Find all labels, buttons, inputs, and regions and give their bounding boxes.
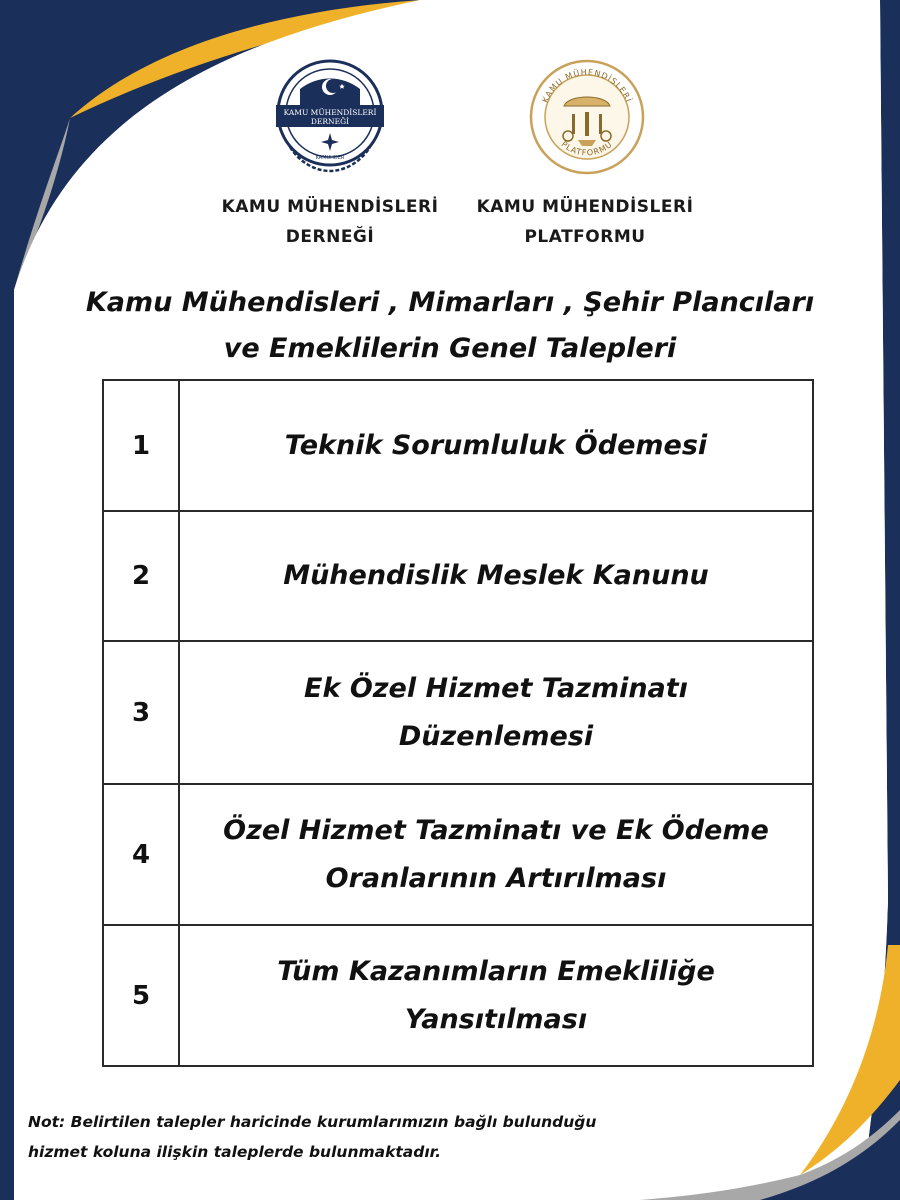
row-number: 4 [103, 784, 179, 925]
platform-logo-icon [528, 58, 646, 176]
row-text-line: Yansıtılması [404, 1003, 588, 1035]
dernek-badge-line1: KAMU MÜHENDİSLERİ [283, 108, 377, 117]
page-title-line1: Kamu Mühendisleri , Mimarları , Şehir Plancıları [85, 287, 815, 318]
row-number: 1 [103, 380, 179, 511]
row-text-line: Ek Özel Hizmet Tazminatı [304, 672, 688, 704]
row-number: 3 [103, 641, 179, 784]
row-text-line: Teknik Sorumluluk Ödemesi [284, 429, 708, 461]
dernek-badge-line2: DERNEĞİ [310, 117, 350, 126]
dernek-badge-sub: KAMUHDER [315, 155, 345, 161]
dernek-caption-line2: DERNEĞİ [285, 227, 375, 247]
table-row [103, 641, 813, 784]
row-text-line: Düzenlemesi [398, 720, 594, 752]
row-text-line: Tüm Kazanımların Emekliliğe [277, 955, 715, 987]
row-text-line: Mühendislik Meslek Kanunu [283, 560, 709, 591]
row-text [179, 511, 813, 641]
row-number: 2 [103, 511, 179, 641]
row-text [179, 641, 813, 784]
platform-seal-bottom: PLATFORMU [559, 139, 615, 158]
page-title-line2: ve Emeklilerin Genel Talepleri [223, 333, 677, 364]
platform-caption-line2: PLATFORMU [524, 227, 646, 247]
platform-seal-top: KAMU MÜHENDİSLERİ [540, 67, 634, 105]
dernek-caption-line1: KAMU MÜHENDİSLERİ [221, 197, 439, 217]
row-text [179, 925, 813, 1066]
footnote-line1: Not: Belirtilen talepler haricinde kurumlarımızın bağlı bulunduğu [28, 1113, 597, 1131]
dernek-logo-icon [268, 55, 392, 179]
platform-caption [455, 192, 715, 252]
footnote-line2: hizmet koluna ilişkin taleplerde bulunmaktadır. [28, 1143, 441, 1161]
demands-table [102, 379, 814, 1067]
row-text [179, 380, 813, 511]
table-row [103, 380, 813, 511]
row-text-line: Oranlarının Artırılması [325, 862, 667, 894]
footnote [28, 1107, 788, 1167]
page-title [40, 280, 860, 372]
table-row [103, 925, 813, 1066]
platform-caption-line1: KAMU MÜHENDİSLERİ [476, 197, 694, 217]
row-number: 5 [103, 925, 179, 1066]
table-row [103, 511, 813, 641]
row-text-line: Özel Hizmet Tazminatı ve Ek Ödeme [223, 814, 769, 846]
table-row [103, 784, 813, 925]
row-text [179, 784, 813, 925]
dernek-caption [200, 192, 460, 252]
